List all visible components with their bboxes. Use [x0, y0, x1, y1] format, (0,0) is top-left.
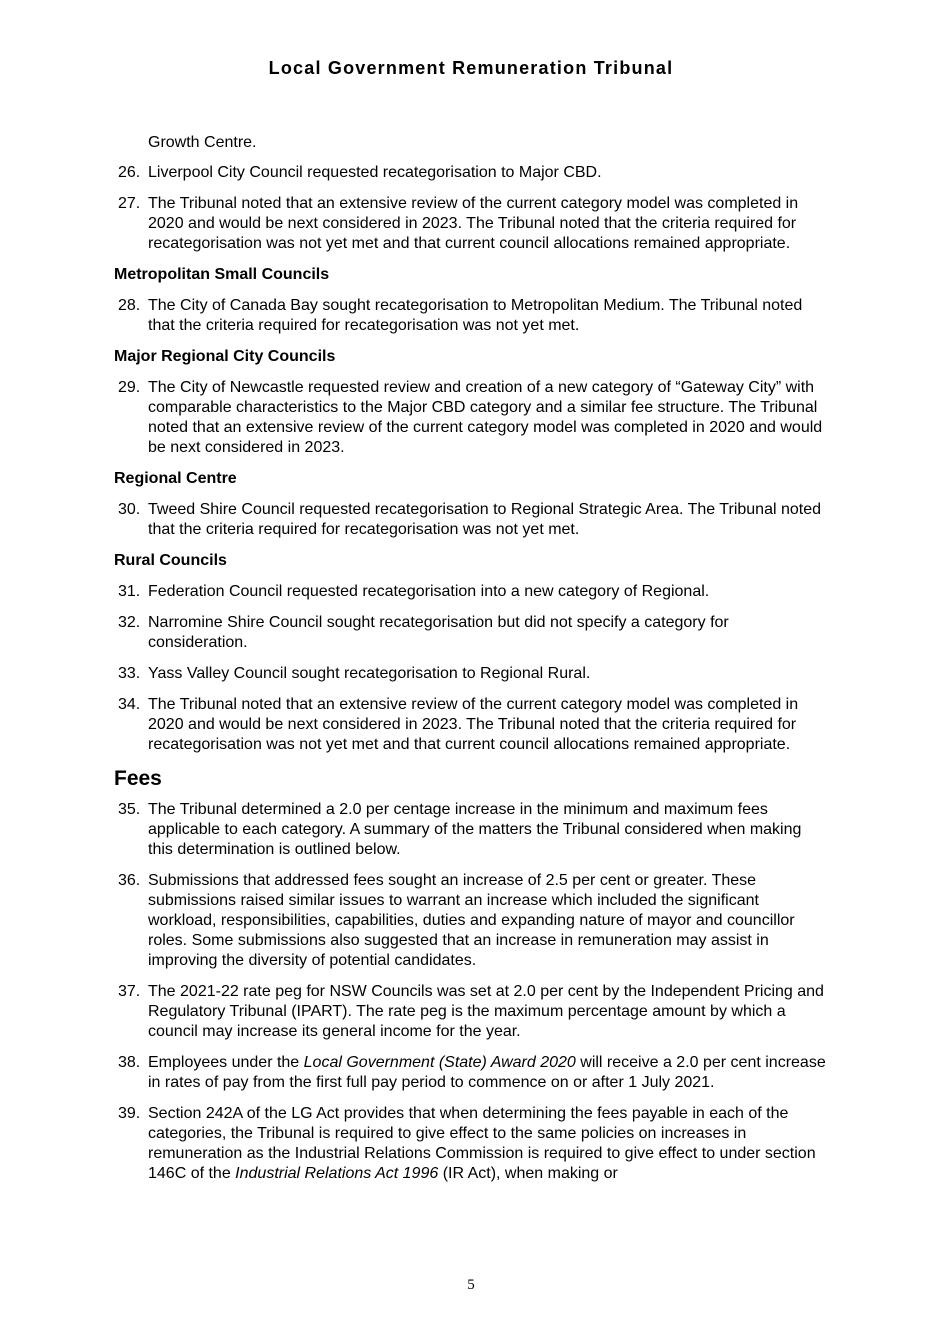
- heading-metropolitan-small: Metropolitan Small Councils: [114, 266, 330, 283]
- document-header: Local Government Remuneration Tribunal: [268, 58, 674, 78]
- paragraph-text: [148, 1105, 816, 1182]
- continuation-text: Growth Centre.: [148, 134, 257, 151]
- heading-regional-centre: Regional Centre: [114, 470, 237, 487]
- page-number: 5: [467, 1277, 475, 1293]
- paragraph-number: 32.: [118, 614, 141, 631]
- paragraph-30: [114, 500, 830, 540]
- paragraph-number: 28.: [118, 297, 141, 314]
- heading-fees: Fees: [114, 767, 162, 790]
- paragraph-number: 31.: [118, 583, 141, 600]
- text-segment: Employees under the: [148, 1054, 304, 1071]
- paragraph-34: [114, 695, 830, 755]
- paragraph-38: [114, 1053, 830, 1093]
- paragraph-31: [114, 582, 830, 602]
- act-title: Industrial Relations Act 1996: [235, 1165, 439, 1182]
- paragraph-33: [114, 664, 830, 684]
- paragraph-number: 37.: [118, 983, 141, 1000]
- heading-major-regional: Major Regional City Councils: [114, 348, 336, 365]
- paragraph-28: [114, 296, 830, 336]
- heading-rural: Rural Councils: [114, 552, 227, 569]
- paragraph-number: 35.: [118, 801, 141, 818]
- text-segment: (IR Act), when making or: [438, 1165, 618, 1182]
- text-segment: will receive a 2.0 per cent increase in rates of pay from the first full pay period to commence on or after 1 July 2021.: [148, 1054, 826, 1091]
- paragraph-number: 36.: [118, 872, 141, 889]
- paragraph-37: [114, 982, 830, 1042]
- paragraph-text: Narromine Shire Council sought recategorisation but did not specify a category for consideration.: [148, 614, 729, 651]
- paragraph-number: 34.: [118, 696, 141, 713]
- paragraph-number: 27.: [118, 195, 141, 212]
- paragraph-text: [148, 1054, 826, 1091]
- document-body: [114, 133, 830, 1195]
- paragraph-36: [114, 871, 830, 971]
- award-title: Local Government (State) Award 2020: [303, 1054, 576, 1071]
- paragraph-text: Federation Council requested recategorisation into a new category of Regional.: [148, 583, 710, 600]
- paragraph-number: 39.: [118, 1105, 141, 1122]
- paragraph-text: The Tribunal noted that an extensive review of the current category model was completed in 2020 and would be next considered in 2023. The Tribunal noted that the criteria required for recategorisation was not yet met and that current council allocations remained appropriate.: [148, 195, 799, 252]
- paragraph-number: 29.: [118, 379, 141, 396]
- paragraph-number: 33.: [118, 665, 141, 682]
- paragraph-text: The Tribunal noted that an extensive review of the current category model was completed in 2020 and would be next considered in 2023. The Tribunal noted that the criteria required for recategorisation was not yet met and that current council allocations remained appropriate.: [148, 696, 799, 753]
- paragraph-35: [114, 800, 830, 860]
- paragraph-26: [114, 163, 830, 183]
- paragraph-number: 30.: [118, 501, 141, 518]
- paragraph-39: [114, 1104, 830, 1184]
- paragraph-text: The City of Newcastle requested review and creation of a new category of “Gateway City” with comparable characteristics to the Major CBD category and a similar fee structure. The Tribunal noted that an extensive review of the current category model was completed in 2020 and would be next considered in 2023.: [148, 379, 823, 456]
- paragraph-text: Liverpool City Council requested recategorisation to Major CBD.: [148, 164, 602, 181]
- paragraph-text: The 2021-22 rate peg for NSW Councils was set at 2.0 per cent by the Independent Pricing and Regulatory Tribunal (IPART). The rate peg is the maximum percentage amount by which a council may increase its general income for the year.: [148, 983, 824, 1040]
- paragraph-text: The City of Canada Bay sought recategorisation to Metropolitan Medium. The Tribunal noted that the criteria required for recategorisation was not yet met.: [148, 297, 803, 334]
- paragraph-number: 26.: [118, 164, 141, 181]
- paragraph-number: 38.: [118, 1054, 141, 1071]
- paragraph-32: [114, 613, 830, 653]
- paragraph-29: [114, 378, 830, 458]
- paragraph-text: Submissions that addressed fees sought an increase of 2.5 per cent or greater. These submissions raised similar issues to warrant an increase which included the significant workload, responsibilities, capabilities, duties and expanding nature of mayor and councillor roles. Some submissions also suggested that an increase in remuneration may assist in improving the diversity of potential candidates.: [148, 872, 795, 969]
- paragraph-text: Yass Valley Council sought recategorisation to Regional Rural.: [148, 665, 591, 682]
- text-segment: Section 242A of the LG Act provides that when determining the fees payable in each of the categories, the Tribunal is required to give effect to the same policies on increases in remuneration as the Industrial Relations Commission is required to give effect to under section 146C of the: [148, 1105, 816, 1182]
- paragraph-27: [114, 194, 830, 254]
- paragraph-text: Tweed Shire Council requested recategorisation to Regional Strategic Area. The Tribunal noted that the criteria required for recategorisation was not yet met.: [148, 501, 821, 538]
- paragraph-text: The Tribunal determined a 2.0 per centage increase in the minimum and maximum fees applicable to each category. A summary of the matters the Tribunal considered when making this determination is outlined below.: [148, 801, 802, 858]
